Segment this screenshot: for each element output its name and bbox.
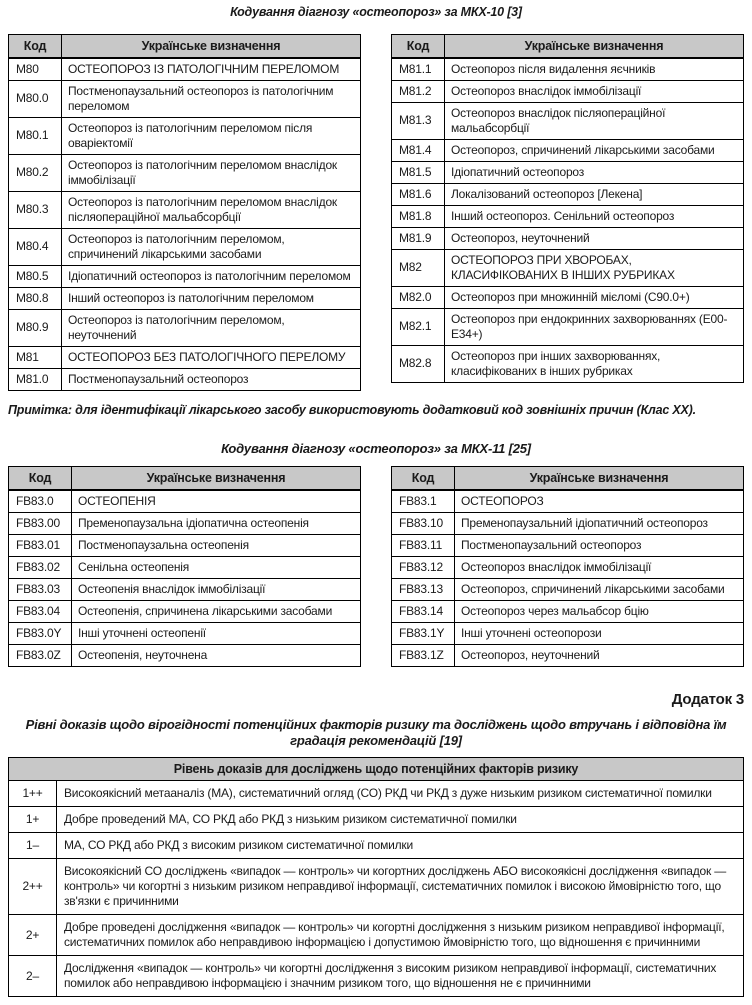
code-cell: М81.1 bbox=[392, 58, 445, 81]
mkx10-right-table bbox=[391, 34, 744, 383]
code-cell: М81.6 bbox=[392, 183, 445, 205]
table-row bbox=[9, 600, 361, 622]
evidence-text-cell: Високоякісний метааналіз (МА), систематичний огляд (СО) РКД чи РКД з дуже низьким ризиком систематичної помилки bbox=[57, 781, 744, 807]
definition-column-header: Українське визначення bbox=[445, 34, 744, 58]
definition-cell: Остеопороз, неуточнений bbox=[455, 644, 744, 666]
code-cell: М81.0 bbox=[9, 368, 62, 390]
table-header-row bbox=[392, 466, 744, 490]
definition-cell: Остеопенія, неуточнена bbox=[72, 644, 361, 666]
table-row bbox=[9, 622, 361, 644]
code-cell: FB83.1Y bbox=[392, 622, 455, 644]
code-cell: FB83.01 bbox=[9, 534, 72, 556]
evidence-level-cell: 2– bbox=[9, 956, 57, 997]
code-cell: М80.5 bbox=[9, 265, 62, 287]
definition-cell: Інший остеопороз. Сенільний остеопороз bbox=[445, 205, 744, 227]
code-cell: FB83.00 bbox=[9, 512, 72, 534]
table-row bbox=[9, 346, 361, 368]
definition-cell: Остеопороз при інших захворюваннях, класифікованих в інших рубриках bbox=[445, 345, 744, 382]
table-row bbox=[392, 102, 744, 139]
code-cell: М81.2 bbox=[392, 80, 445, 102]
code-cell: FB83.14 bbox=[392, 600, 455, 622]
table-row bbox=[392, 249, 744, 286]
code-cell: М80.9 bbox=[9, 309, 62, 346]
table-row bbox=[9, 644, 361, 666]
definition-cell: Пременопаузальний ідіопатичний остеопороз bbox=[455, 512, 744, 534]
code-cell: FB83.10 bbox=[392, 512, 455, 534]
table-row bbox=[392, 58, 744, 81]
code-cell: М81.9 bbox=[392, 227, 445, 249]
code-cell: FB83.0 bbox=[9, 490, 72, 513]
definition-column-header: Українське визначення bbox=[455, 466, 744, 490]
table-row bbox=[9, 80, 361, 117]
definition-cell: Остеопенія внаслідок іммобілізації bbox=[72, 578, 361, 600]
code-cell: М80 bbox=[9, 58, 62, 81]
footnote: Примітка: для ідентифікації лікарського засобу використовують додатковий код зовнішніх причин (Клас ХХ). bbox=[8, 402, 696, 417]
code-cell: М80.3 bbox=[9, 191, 62, 228]
mkx10-left-table bbox=[8, 34, 361, 391]
table-row bbox=[392, 534, 744, 556]
definition-cell: Постменопаузальний остеопороз із патологічним переломом bbox=[62, 80, 361, 117]
table-row bbox=[9, 191, 361, 228]
table-row bbox=[392, 161, 744, 183]
table-row bbox=[392, 578, 744, 600]
table-row bbox=[9, 58, 361, 81]
code-cell: FB83.02 bbox=[9, 556, 72, 578]
definition-cell: Остеопороз при множинній мієломі (С90.0+) bbox=[445, 286, 744, 308]
code-cell: М82.0 bbox=[392, 286, 445, 308]
code-cell: М80.4 bbox=[9, 228, 62, 265]
table-row bbox=[9, 512, 361, 534]
definition-cell: Інші уточнені остеопорози bbox=[455, 622, 744, 644]
definition-cell: Остеопороз із патологічним переломом внаслідок іммобілізації bbox=[62, 154, 361, 191]
code-cell: FB83.1Z bbox=[392, 644, 455, 666]
mkx10-section-title: Кодування діагнозу «остеопороз» за МКХ-10 [3] bbox=[230, 5, 522, 19]
table-row bbox=[392, 80, 744, 102]
code-cell: М80.2 bbox=[9, 154, 62, 191]
table-row bbox=[392, 622, 744, 644]
code-column-header: Код bbox=[392, 34, 445, 58]
definition-cell: Остеопороз із патологічним переломом, неуточнений bbox=[62, 309, 361, 346]
code-cell: М80.1 bbox=[9, 117, 62, 154]
evidence-text-cell: МА, СО РКД або РКД з високим ризиком систематичної помилки bbox=[57, 833, 744, 859]
definition-cell: Остеопороз, спричинений лікарськими засобами bbox=[455, 578, 744, 600]
evidence-text-cell: Добре проведений МА, СО РКД або РКД з низьким ризиком систематичної помилки bbox=[57, 807, 744, 833]
definition-cell: Остеопороз після видалення яєчників bbox=[445, 58, 744, 81]
table-row bbox=[392, 308, 744, 345]
evidence-table-header: Рівень доказів для досліджень щодо потенційних факторів ризику bbox=[9, 758, 744, 781]
table-row bbox=[392, 600, 744, 622]
code-cell: М82 bbox=[392, 249, 445, 286]
definition-cell: ОСТЕОПОРОЗ bbox=[455, 490, 744, 513]
table-row bbox=[392, 345, 744, 382]
table-row bbox=[9, 556, 361, 578]
definition-cell: Остеопороз із патологічним переломом, спричинений лікарськими засобами bbox=[62, 228, 361, 265]
table-row bbox=[392, 512, 744, 534]
table-row bbox=[392, 286, 744, 308]
evidence-level-cell: 1+ bbox=[9, 807, 57, 833]
table-row bbox=[9, 154, 361, 191]
evidence-level-cell: 2++ bbox=[9, 859, 57, 915]
code-column-header: Код bbox=[9, 466, 72, 490]
code-cell: М82.1 bbox=[392, 308, 445, 345]
definition-cell: Постменопаузальний остеопороз bbox=[62, 368, 361, 390]
code-cell: М81.3 bbox=[392, 102, 445, 139]
table-row bbox=[9, 578, 361, 600]
table-row bbox=[392, 556, 744, 578]
code-cell: М81.5 bbox=[392, 161, 445, 183]
code-cell: FB83.0Z bbox=[9, 644, 72, 666]
table-row bbox=[392, 139, 744, 161]
code-cell: FB83.03 bbox=[9, 578, 72, 600]
definition-cell: Остеопороз, неуточнений bbox=[445, 227, 744, 249]
definition-cell: Ідіопатичний остеопороз із патологічним переломом bbox=[62, 265, 361, 287]
table-row bbox=[9, 117, 361, 154]
definition-cell: Остеопороз через мальабсор бцію bbox=[455, 600, 744, 622]
mkx11-right-table bbox=[391, 466, 744, 667]
appendix-label: Додаток 3 bbox=[671, 690, 744, 708]
table-row bbox=[9, 309, 361, 346]
evidence-table bbox=[8, 757, 744, 997]
definition-cell: Постменопаузальна остеопенія bbox=[72, 534, 361, 556]
definition-cell: ОСТЕОПЕНІЯ bbox=[72, 490, 361, 513]
table-row bbox=[392, 644, 744, 666]
table-header-row bbox=[9, 466, 361, 490]
mkx10-tables-row bbox=[8, 34, 744, 391]
code-cell: FB83.11 bbox=[392, 534, 455, 556]
code-column-header: Код bbox=[9, 34, 62, 58]
code-cell: FB83.13 bbox=[392, 578, 455, 600]
definition-cell: Остеопороз із патологічним переломом внаслідок післяопераційної мальабсорбції bbox=[62, 191, 361, 228]
evidence-text-cell: Високоякісний СО досліджень «випадок — контроль» чи когортних досліджень АБО високоякісні дослідження «випадок — контроль» чи когортні з низьким ризиком неправдивої інформації, систематичних помилок і високою ймовірністю того, що зв'язки є причинними bbox=[57, 859, 744, 915]
definition-cell: Остеопороз внаслідок післяопераційної мальабсорбції bbox=[445, 102, 744, 139]
definition-cell: Інші уточнені остеопенії bbox=[72, 622, 361, 644]
code-cell: М81 bbox=[9, 346, 62, 368]
table-row bbox=[9, 859, 744, 915]
code-column-header: Код bbox=[392, 466, 455, 490]
definition-cell: Пременопаузальна ідіопатична остеопенія bbox=[72, 512, 361, 534]
definition-cell: Остеопенія, спричинена лікарськими засобами bbox=[72, 600, 361, 622]
code-cell: FB83.04 bbox=[9, 600, 72, 622]
code-cell: FB83.1 bbox=[392, 490, 455, 513]
evidence-level-cell: 2+ bbox=[9, 915, 57, 956]
table-row bbox=[9, 490, 361, 513]
table-row bbox=[392, 205, 744, 227]
evidence-text-cell: Добре проведені дослідження «випадок — контроль» чи когортні дослідження з низьким ризиком неправдивої інформації, систематичних помилок або неправдивою інформацією і допустимою ймовірністю того, що відношення є причинними bbox=[57, 915, 744, 956]
definition-cell: ОСТЕОПОРОЗ ПРИ ХВОРОБАХ, КЛАСИФІКОВАНИХ В ІНШИХ РУБРИКАХ bbox=[445, 249, 744, 286]
table-row bbox=[392, 227, 744, 249]
code-cell: М80.8 bbox=[9, 287, 62, 309]
table-row bbox=[9, 534, 361, 556]
mkx11-tables-row bbox=[8, 466, 744, 667]
table-row bbox=[9, 287, 361, 309]
definition-cell: Інший остеопороз із патологічним переломом bbox=[62, 287, 361, 309]
evidence-section-title: Рівні доказів щодо вірогідності потенційних факторів ризику та досліджень щодо втручань і відповідна їм градація рекомендацій [19] bbox=[25, 716, 727, 749]
table-row bbox=[9, 228, 361, 265]
code-cell: М82.8 bbox=[392, 345, 445, 382]
definition-cell: Остеопороз внаслідок іммобілізації bbox=[445, 80, 744, 102]
definition-cell: Постменопаузальний остеопороз bbox=[455, 534, 744, 556]
table-row bbox=[9, 833, 744, 859]
table-row bbox=[9, 956, 744, 997]
table-row bbox=[9, 781, 744, 807]
evidence-text-cell: Дослідження «випадок — контроль» чи когортні дослідження з високим ризиком неправдивої інформації, систематичних помилок або неправдивою інформацією і значним ризиком того, що відношення не є причинними bbox=[57, 956, 744, 997]
table-header-row bbox=[9, 758, 744, 781]
definition-cell: ОСТЕОПОРОЗ БЕЗ ПАТОЛОГІЧНОГО ПЕРЕЛОМУ bbox=[62, 346, 361, 368]
table-header-row bbox=[9, 34, 361, 58]
definition-cell: Остеопороз, спричинений лікарськими засобами bbox=[445, 139, 744, 161]
definition-cell: Ідіопатичний остеопороз bbox=[445, 161, 744, 183]
definition-cell: Остеопороз при ендокринних захворюваннях (Е00-Е34+) bbox=[445, 308, 744, 345]
code-cell: М81.4 bbox=[392, 139, 445, 161]
definition-cell: Остеопороз внаслідок іммобілізації bbox=[455, 556, 744, 578]
definition-column-header: Українське визначення bbox=[72, 466, 361, 490]
definition-cell: Локалізований остеопороз [Лекена] bbox=[445, 183, 744, 205]
table-row bbox=[9, 368, 361, 390]
definition-cell: ОСТЕОПОРОЗ ІЗ ПАТОЛОГІЧНИМ ПЕРЕЛОМОМ bbox=[62, 58, 361, 81]
code-cell: М80.0 bbox=[9, 80, 62, 117]
table-row bbox=[9, 807, 744, 833]
code-cell: М81.8 bbox=[392, 205, 445, 227]
table-row bbox=[9, 265, 361, 287]
code-cell: FB83.12 bbox=[392, 556, 455, 578]
mkx11-left-table bbox=[8, 466, 361, 667]
table-header-row bbox=[392, 34, 744, 58]
definition-cell: Сенільна остеопенія bbox=[72, 556, 361, 578]
evidence-level-cell: 1– bbox=[9, 833, 57, 859]
code-cell: FB83.0Y bbox=[9, 622, 72, 644]
definition-cell: Остеопороз із патологічним переломом після оваріектомії bbox=[62, 117, 361, 154]
mkx11-section-title: Кодування діагнозу «остеопороз» за МКХ-11 [25] bbox=[221, 440, 531, 456]
evidence-level-cell: 1++ bbox=[9, 781, 57, 807]
table-row bbox=[9, 915, 744, 956]
definition-column-header: Українське визначення bbox=[62, 34, 361, 58]
table-row bbox=[392, 183, 744, 205]
table-row bbox=[392, 490, 744, 513]
